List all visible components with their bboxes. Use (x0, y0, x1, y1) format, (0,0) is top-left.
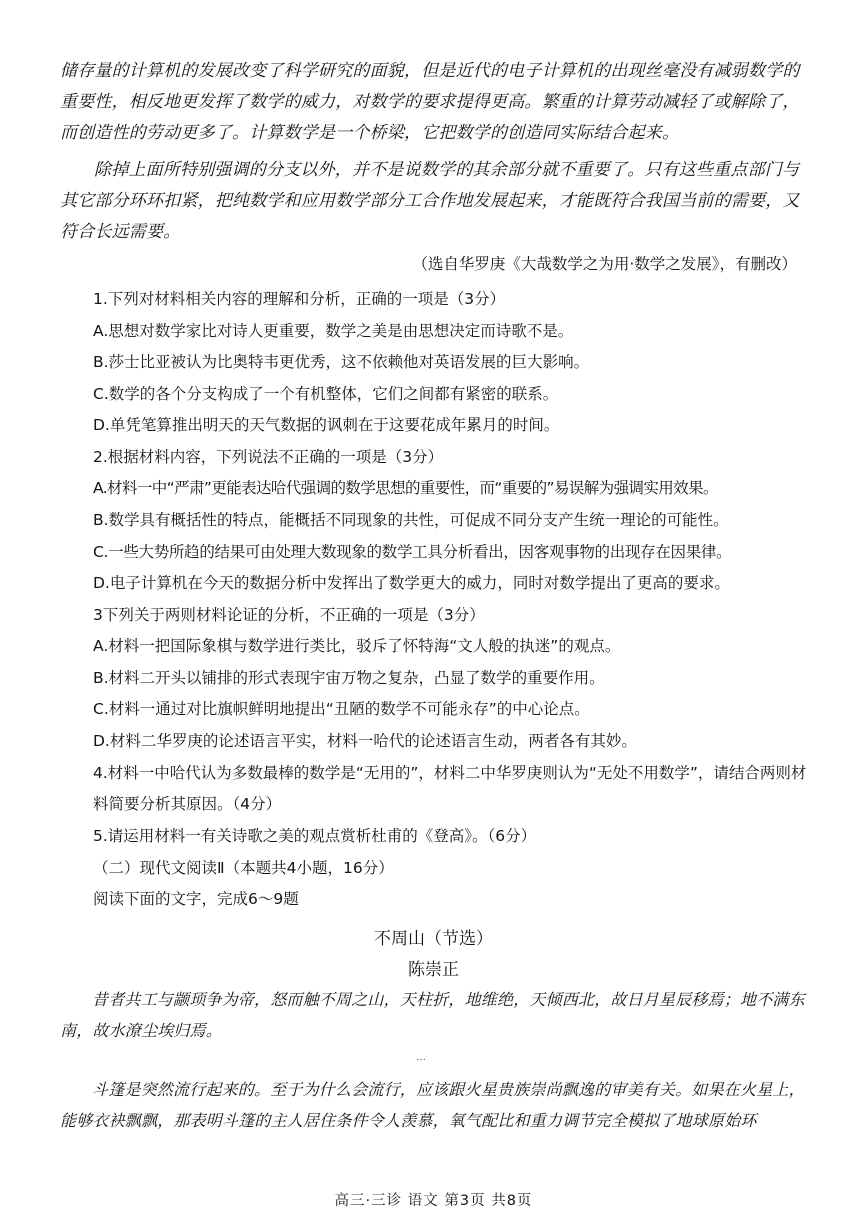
question-1-option-b: B.莎士比亚被认为比奥特韦更优秀，这不依赖他对英语发展的巨大影响。 (93, 353, 590, 371)
story-epigraph: 昔者共工与颛顼争为帝，怒而触不周之山，天柱折，地维绝，天倾西北，故日月星辰移焉；地不满东南，故水潦尘埃归焉。 (60, 990, 805, 1040)
question-1-option-d: D.单凭笔算推出明天的天气数据的讽刺在于这要花成年累月的时间。 (93, 416, 560, 434)
question-2-option-a: A.材料一中“严肃”更能表达哈代强调的数学思想的重要性，而“重要的”易误解为强调实用效果。 (93, 479, 718, 497)
question-3-option-a: A.材料一把国际象棋与数学进行类比，驳斥了怀特海“文人般的执迷”的观点。 (93, 637, 621, 655)
omission-mark: … (416, 1052, 426, 1063)
question-2-stem: 2.根据材料内容，下列说法不正确的一项是（3分） (93, 448, 444, 466)
story-body: 斗篷是突然流行起来的。至于为什么会流行，应该跟火星贵族崇尚飘逸的审美有关。如果在火星上，能够衣袂飘飘，那表明斗篷的主人居住条件令人羡慕，氧气配比和重力调节完全模拟了地球原始环 (60, 1080, 805, 1130)
page-footer: 高三·三诊 语文 第3页 共8页 (334, 1193, 533, 1209)
question-4-text: 4.材料一中哈代认为多数最棒的数学是“无用的”，材料二中华罗庚则认为“无处不用数学”，请结合两则材料简要分析其原因。（4分） (93, 764, 807, 813)
story-author: 陈崇正 (408, 960, 459, 980)
question-1-option-c: C.数学的各个分支构成了一个有机整体，它们之间都有紧密的联系。 (93, 385, 559, 403)
question-5: 5.请运用材料一有关诗歌之美的观点赏析杜甫的《登高》。（6分） (93, 827, 537, 845)
question-1-stem: 1.下列对材料相关内容的理解和分析，正确的一项是（3分） (93, 290, 506, 308)
passage-source: （选自华罗庚《大哉数学之为用·数学之发展》，有删改） (412, 255, 797, 273)
question-1-option-a: A.思想对数学家比对诗人更重要，数学之美是由思想决定而诗歌不是。 (93, 322, 574, 340)
section-2-instruction: 阅读下面的文字，完成6～9题 (93, 890, 299, 908)
passage-paragraph-1: 储存量的计算机的发展改变了科学研究的面貌，但是近代的电子计算机的出现丝毫没有减弱数学的重要性，相反地更发挥了数学的威力，对数学的要求提得更高。繁重的计算劳动减轻了或解除了，而创造性的劳动更多了。计算数学是一个桥梁，它把数学的创造同实际结合起来。 (60, 61, 800, 143)
passage-paragraph-2: 除掉上面所特别强调的分支以外，并不是说数学的其余部分就不重要了。只有这些重点部门与其它部分环环扣紧，把纯数学和应用数学部分工合作地发展起来，才能既符合我国当前的需要，又符合长远需要。 (60, 160, 800, 242)
question-3-option-d: D.材料二华罗庚的论述语言平实，材料一哈代的论述语言生动，两者各有其妙。 (93, 732, 637, 750)
question-2-option-c: C.一些大势所趋的结果可由处理大数现象的数学工具分析看出，因客观事物的出现存在因果律。 (93, 543, 732, 561)
question-3-stem: 3下列关于两则材料论证的分析，不正确的一项是（3分） (93, 606, 485, 624)
story-title: 不周山（节选） (374, 929, 493, 949)
question-3-option-c: C.材料一通过对比旗帜鲜明地提出“丑陋的数学不可能永存”的中心论点。 (93, 700, 590, 718)
question-2-option-d: D.电子计算机在今天的数据分析中发挥出了数学更大的威力，同时对数学提出了更高的要求。 (93, 574, 730, 592)
question-4 (93, 758, 809, 820)
question-3-option-b: B.材料二开头以铺排的形式表现宇宙万物之复杂，凸显了数学的重要作用。 (93, 669, 605, 687)
section-2-heading: （二）现代文阅读Ⅱ（本题共4小题，16分） (93, 859, 394, 877)
question-2-option-b: B.数学具有概括性的特点，能概括不同现象的共性，可促成不同分支产生统一理论的可能性。 (93, 511, 729, 529)
